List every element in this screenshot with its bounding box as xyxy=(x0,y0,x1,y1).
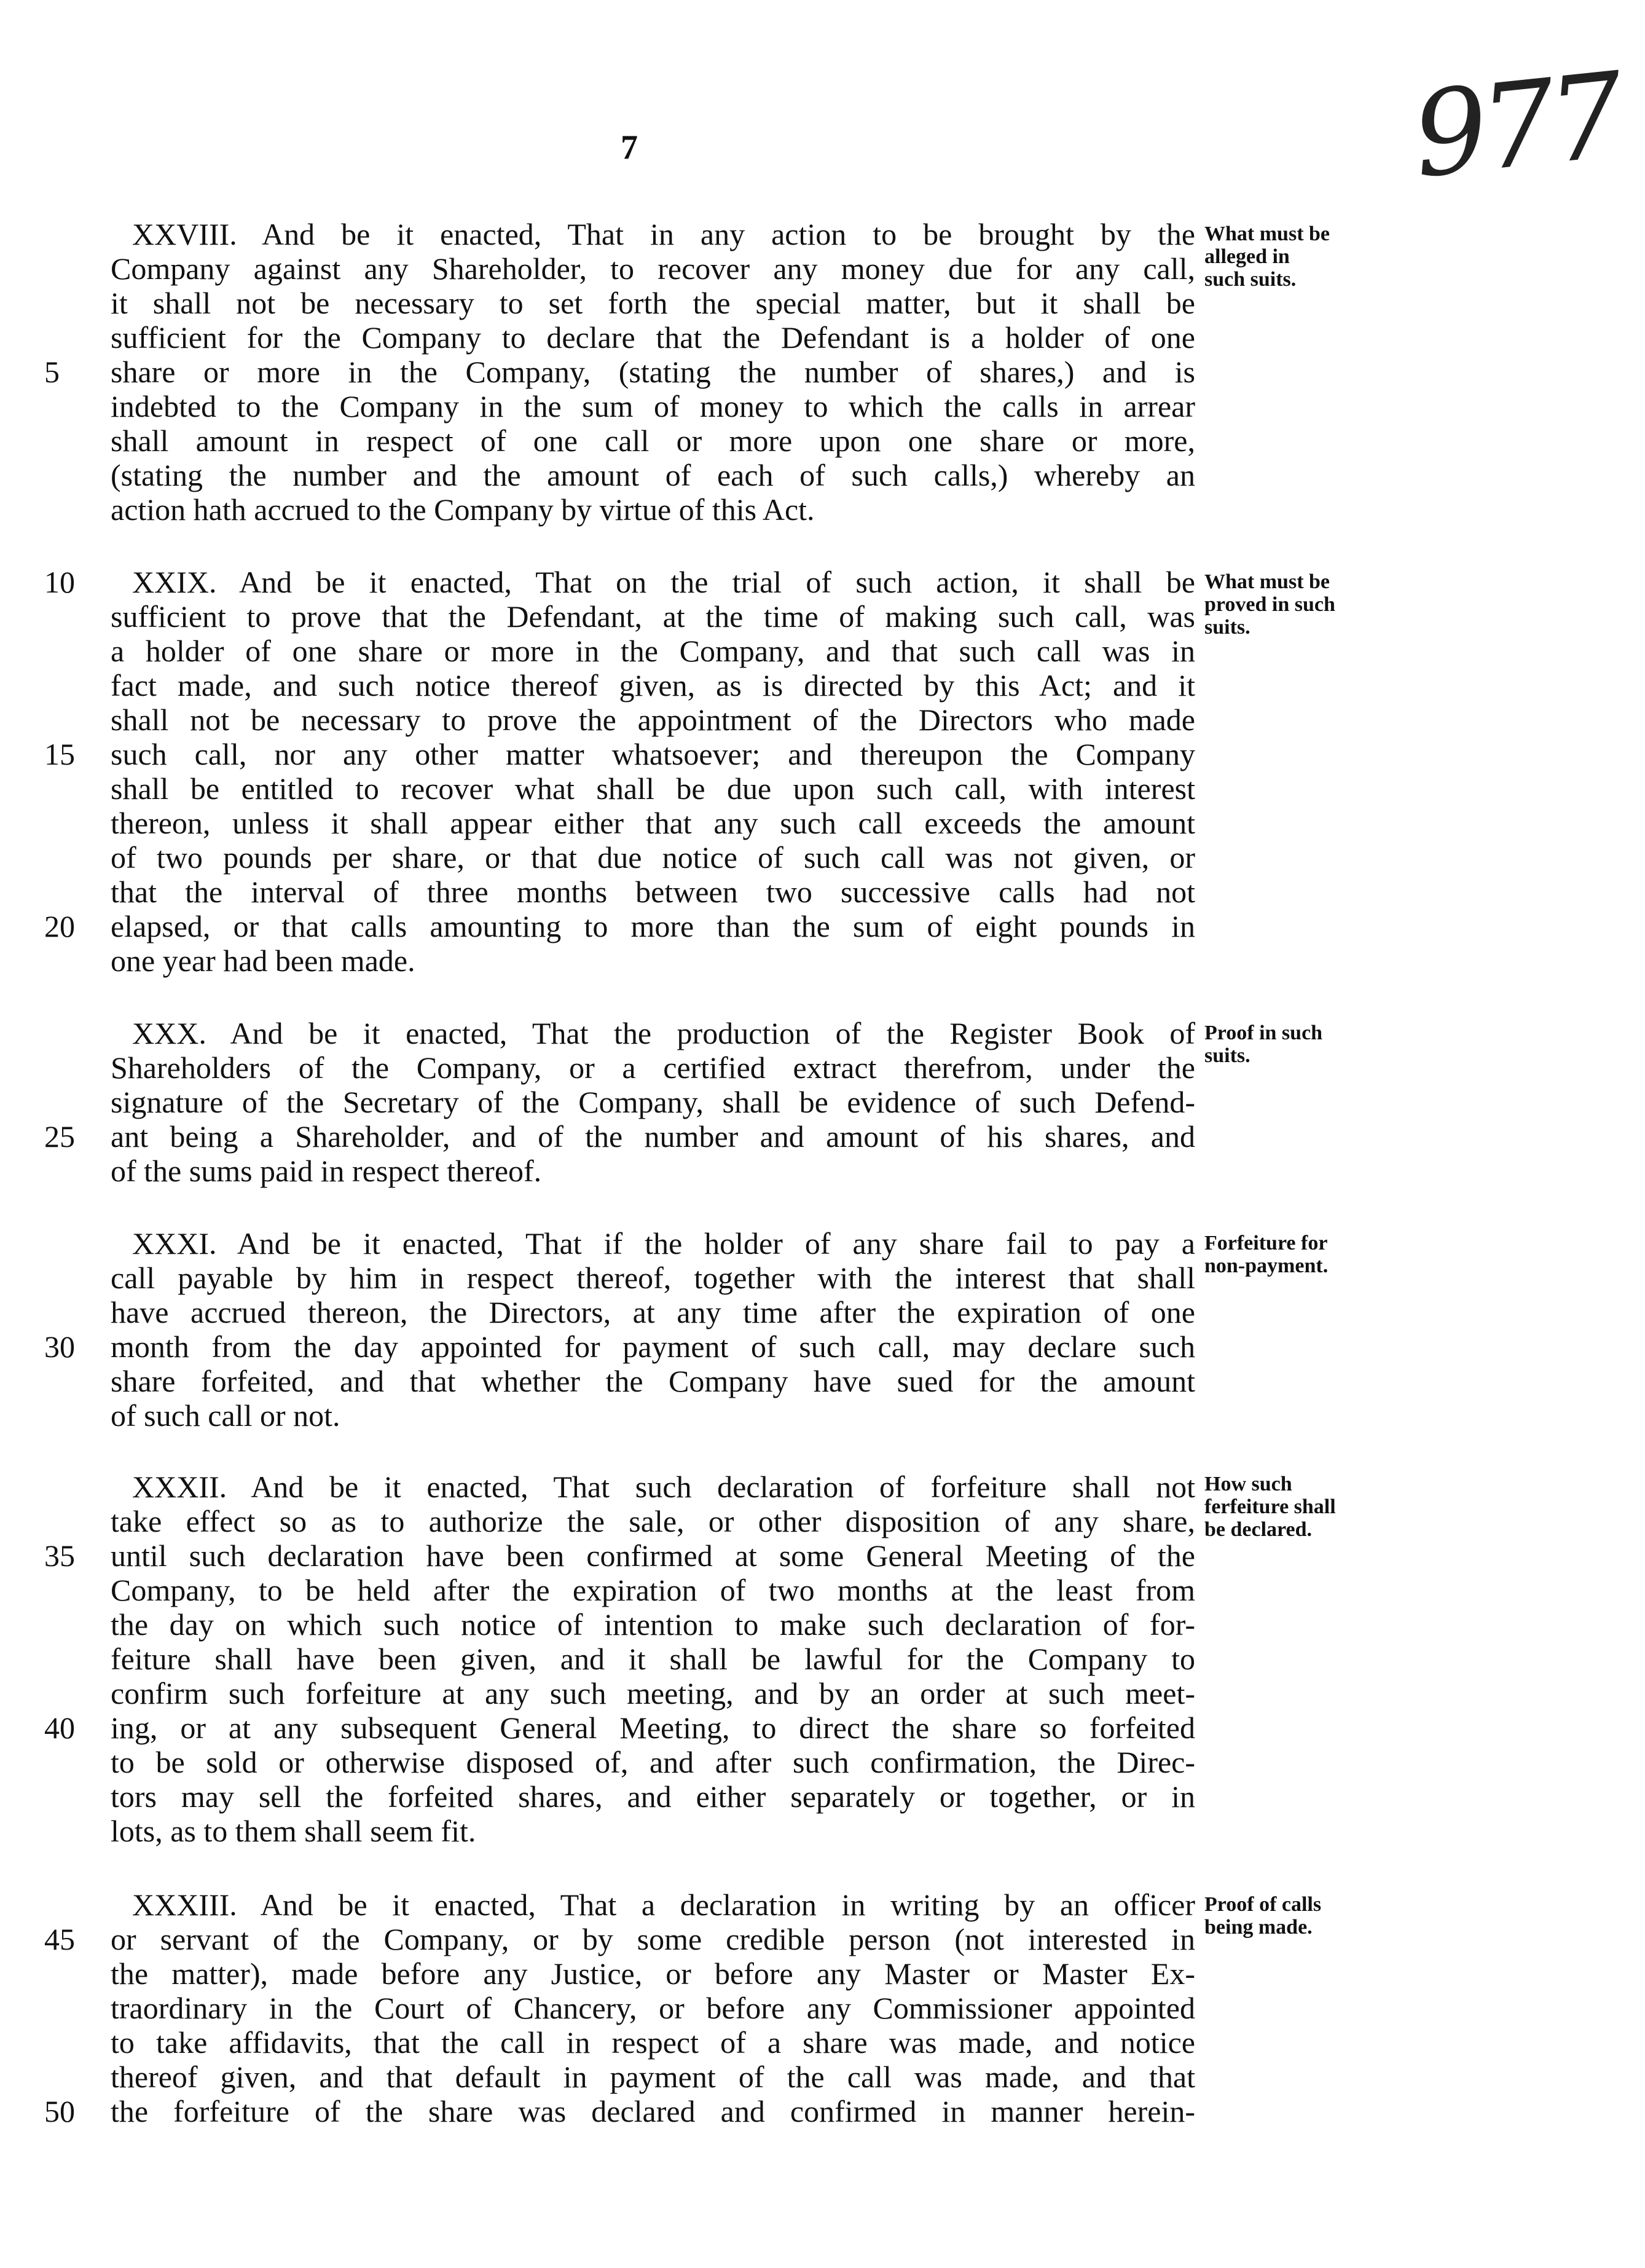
text-line: the day on which such notice of intention to make such declaration of for- xyxy=(111,1607,1195,1642)
text-line: call payable by him in respect thereof, together with the interest that shall xyxy=(111,1261,1195,1295)
line-number: 5 xyxy=(44,355,60,389)
text-line: of such call or not. xyxy=(111,1398,340,1433)
text-line: it shall not be necessary to set forth the special matter, but it shall be xyxy=(111,286,1195,320)
text-line: lots, as to them shall seem fit. xyxy=(111,1814,476,1848)
text-line: indebted to the Company in the sum of money to which the calls in arrear xyxy=(111,389,1195,423)
text-line: have accrued thereon, the Directors, at any time after the expiration of one xyxy=(111,1295,1195,1329)
line-number: 15 xyxy=(44,737,75,771)
text-line: XXXII. And be it enacted, That such declaration of forfeiture shall not xyxy=(132,1470,1195,1504)
text-line: such call, nor any other matter whatsoever; and thereupon the Company xyxy=(111,737,1195,771)
text-line: Company against any Shareholder, to recover any money due for any call, xyxy=(111,251,1195,286)
text-line: elapsed, or that calls amounting to more than the sum of eight pounds in xyxy=(111,909,1195,943)
marginal-note: What must be alleged in such suits. xyxy=(1204,222,1330,291)
line-number: 35 xyxy=(44,1538,75,1573)
text-line: Company, to be held after the expiration of two months at the least from xyxy=(111,1573,1195,1607)
text-line: until such declaration have been confirmed at some General Meeting of the xyxy=(111,1538,1195,1573)
handwritten-folio-number: 977 xyxy=(1407,47,1625,204)
text-line: the forfeiture of the share was declared and confirmed in manner herein- xyxy=(111,2094,1195,2128)
marginal-note: What must be proved in such suits. xyxy=(1204,570,1335,639)
text-line: one year had been made. xyxy=(111,943,415,978)
text-line: thereon, unless it shall appear either that any such call exceeds the amount xyxy=(111,806,1195,840)
text-line: XXXIII. And be it enacted, That a declaration in writing by an officer xyxy=(132,1888,1195,1922)
line-number: 30 xyxy=(44,1329,75,1364)
text-line: or servant of the Company, or by some credible person (not interested in xyxy=(111,1922,1195,1956)
text-line: thereof given, and that default in payment of the call was made, and that xyxy=(111,2060,1195,2094)
line-number: 20 xyxy=(44,909,75,943)
line-number: 10 xyxy=(44,565,75,599)
text-line: sufficient for the Company to declare that the Defendant is a holder of one xyxy=(111,320,1195,355)
text-line: XXIX. And be it enacted, That on the trial of such action, it shall be xyxy=(132,565,1195,599)
text-line: to take affidavits, that the call in respect of a share was made, and notice xyxy=(111,2025,1195,2060)
text-line: of the sums paid in respect thereof. xyxy=(111,1154,542,1188)
line-number: 25 xyxy=(44,1119,75,1154)
line-number: 40 xyxy=(44,1711,75,1745)
marginal-note: Proof in such suits. xyxy=(1204,1022,1323,1067)
text-line: month from the day appointed for payment of such call, may declare such xyxy=(111,1329,1195,1364)
text-line: of two pounds per share, or that due notice of such call was not given, or xyxy=(111,840,1195,875)
text-line: signature of the Secretary of the Company, shall be evidence of such Defend- xyxy=(111,1085,1195,1119)
marginal-note: How such ferfeiture shall be declared. xyxy=(1204,1473,1336,1541)
text-line: fact made, and such notice thereof given, as is directed by this Act; and it xyxy=(111,668,1195,703)
text-line: share forfeited, and that whether the Company have sued for the amount xyxy=(111,1364,1195,1398)
text-line: (stating the number and the amount of each of such calls,) whereby an xyxy=(111,458,1195,492)
text-line: XXXI. And be it enacted, That if the holder of any share fail to pay a xyxy=(132,1226,1195,1261)
text-line: take effect so as to authorize the sale, or other disposition of any share, xyxy=(111,1504,1195,1538)
text-line: XXX. And be it enacted, That the production of the Register Book of xyxy=(132,1016,1195,1050)
text-line: shall amount in respect of one call or more upon one share or more, xyxy=(111,423,1195,458)
text-line: that the interval of three months between two successive calls had not xyxy=(111,875,1195,909)
text-line: feiture shall have been given, and it shall be lawful for the Company to xyxy=(111,1642,1195,1676)
text-line: ant being a Shareholder, and of the number and amount of his shares, and xyxy=(111,1119,1195,1154)
line-number: 45 xyxy=(44,1922,75,1956)
text-line: traordinary in the Court of Chancery, or before any Commissioner appointed xyxy=(111,1991,1195,2025)
text-line: share or more in the Company, (stating the number of shares,) and is xyxy=(111,355,1195,389)
text-line: confirm such forfeiture at any such meeting, and by an order at such meet- xyxy=(111,1676,1195,1711)
line-number: 50 xyxy=(44,2094,75,2128)
marginal-note: Forfeiture for non-payment. xyxy=(1204,1232,1329,1277)
text-line: ing, or at any subsequent General Meeting, to direct the share so forfeited xyxy=(111,1711,1195,1745)
text-line: sufficient to prove that the Defendant, at the time of making such call, was xyxy=(111,599,1195,634)
text-line: Shareholders of the Company, or a certified extract therefrom, under the xyxy=(111,1050,1195,1085)
text-line: to be sold or otherwise disposed of, and after such confirmation, the Direc- xyxy=(111,1745,1195,1779)
marginal-note: Proof of calls being made. xyxy=(1204,1893,1322,1939)
text-line: XXVIII. And be it enacted, That in any action to be brought by the xyxy=(132,217,1195,251)
text-line: tors may sell the forfeited shares, and either separately or together, or in xyxy=(111,1779,1195,1814)
text-line: the matter), made before any Justice, or before any Master or Master Ex- xyxy=(111,1956,1195,1991)
text-line: shall not be necessary to prove the appointment of the Directors who made xyxy=(111,703,1195,737)
text-line: shall be entitled to recover what shall be due upon such call, with interest xyxy=(111,771,1195,806)
text-line: action hath accrued to the Company by virtue of this Act. xyxy=(111,492,815,527)
page-number: 7 xyxy=(621,128,638,167)
text-line: a holder of one share or more in the Company, and that such call was in xyxy=(111,634,1195,668)
